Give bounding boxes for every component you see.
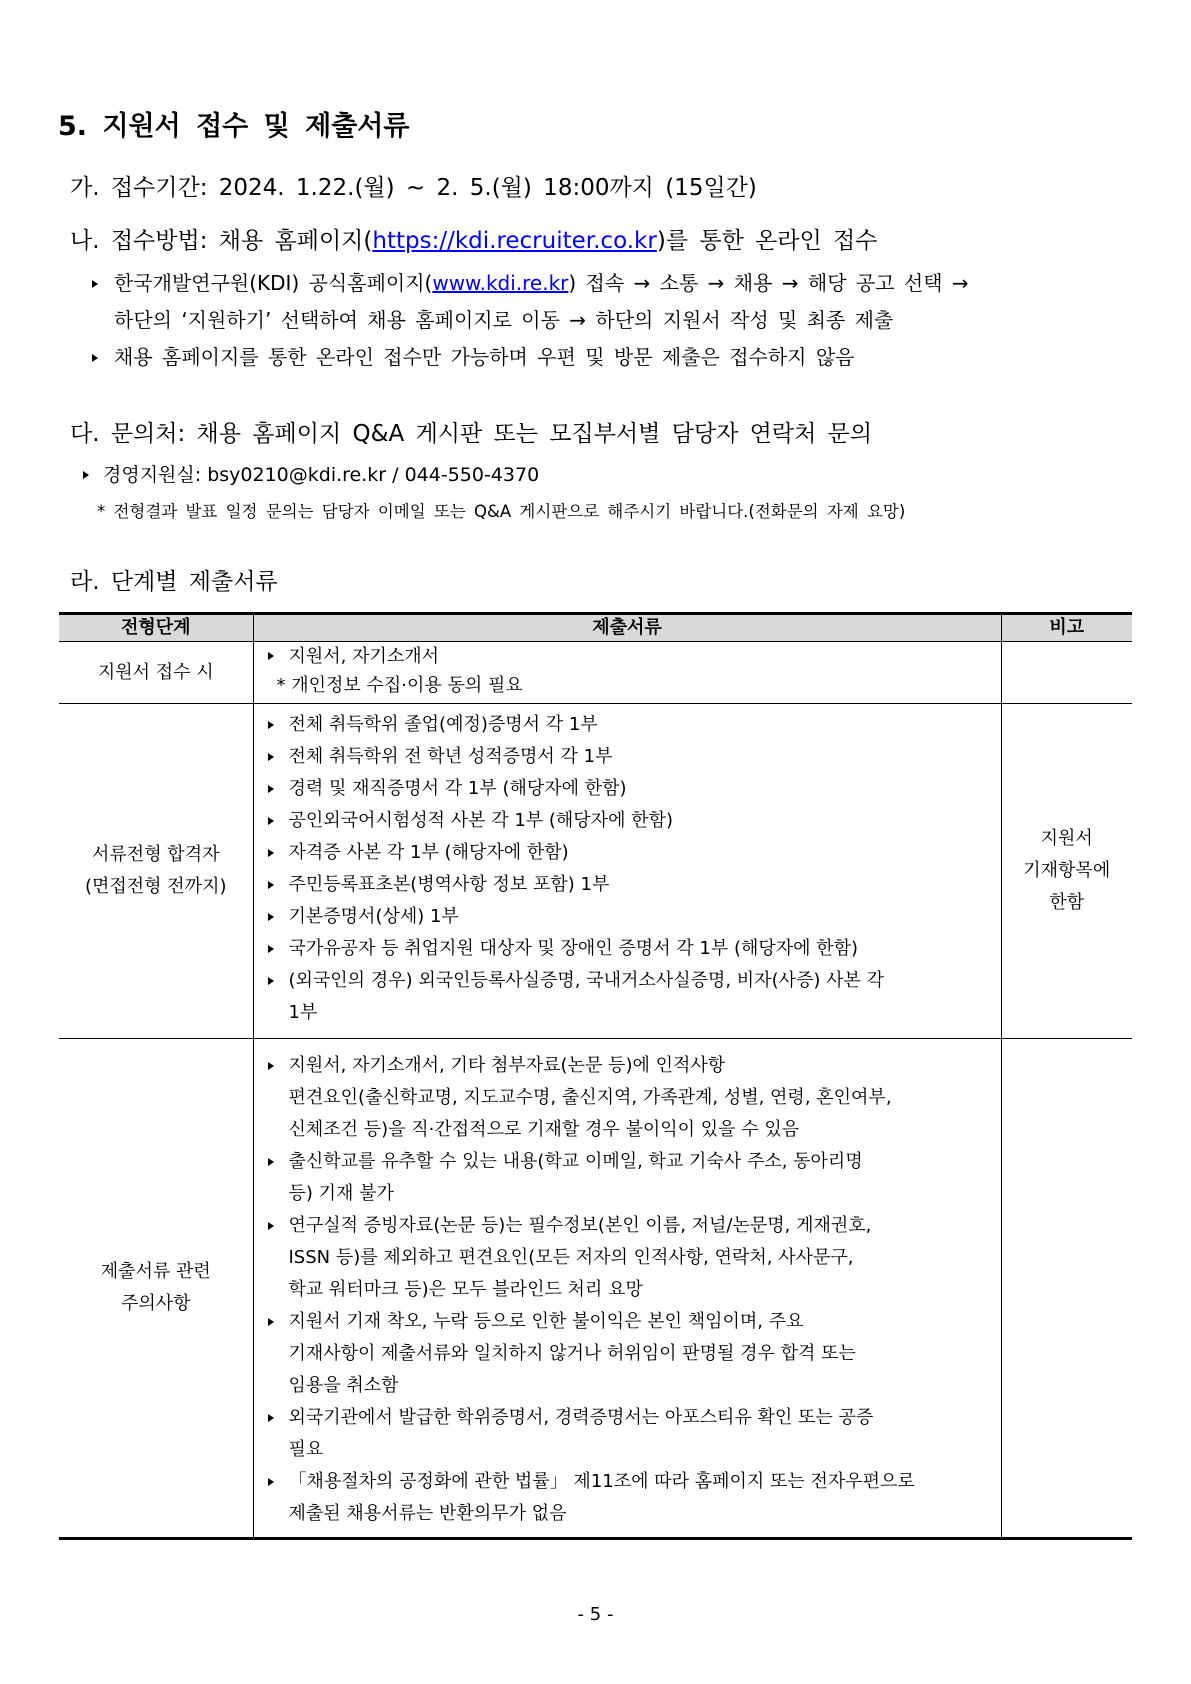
document-item — [254, 901, 995, 933]
bullet-text-prefix: 한국개발연구원(KDI) 공식홈페이지( — [114, 271, 433, 295]
bullet-item — [92, 265, 969, 339]
table-header-row — [59, 614, 1132, 642]
remark-cell — [1001, 704, 1132, 1039]
documents-heading: 라. 단계별 제출서류 — [70, 569, 278, 595]
caution-item-text: 연구실적 증빙자료(논문 등)는 필수정보(본인 이름, 저널/논문명, 게재권호, ISSN 등)를 제외하고 편견요인(모든 저자의 인적사항, 연락처, 사사문구, 학교 워터마크 등)은 모두 블라인드 처리 요망 — [288, 1215, 872, 1300]
bullet-triangle-icon — [268, 652, 274, 660]
document-item — [254, 965, 995, 1029]
stage-text: 제출서류 관련 주의사항 — [100, 1261, 211, 1314]
document-item-text: (외국인의 경우) 외국인등록사실증명, 국내거소사실증명, 비자(사증) 사본 각 1부 — [288, 970, 885, 1023]
caution-item-text: 지원서 기재 착오, 누락 등으로 인한 불이익은 본인 책임이며, 주요 기재사항이 제출서류와 일치하지 않거나 허위임이 판명될 경우 합격 또는 임용을 취소함 — [288, 1311, 856, 1396]
application-method-bullets — [92, 265, 969, 376]
inquiry-heading: 다. 문의처: 채용 홈페이지 Q&A 게시판 또는 모집부서별 담당자 연락처 문의 — [70, 421, 873, 447]
caution-item — [254, 1306, 995, 1402]
kdi-homepage-link[interactable]: www.kdi.re.kr — [432, 271, 569, 295]
caution-item — [254, 1210, 995, 1306]
section-title: 5. 지원서 접수 및 제출서류 — [58, 111, 410, 142]
caution-item-text: 출신학교를 유추할 수 있는 내용(학교 이메일, 학교 기숙사 주소, 동아리명 등) 기재 불가 — [288, 1151, 863, 1204]
bullet-triangle-icon — [83, 471, 89, 479]
column-header-remark: 비고 — [1001, 614, 1132, 642]
column-header-stage: 전형단계 — [59, 614, 253, 642]
document-item — [254, 642, 995, 671]
document-item — [254, 709, 995, 741]
caution-item-text: 「채용절차의 공정화에 관한 법률」 제11조에 따라 홈페이지 또는 전자우편으로 제출된 채용서류는 반환의무가 없음 — [288, 1471, 915, 1524]
bullet-triangle-icon — [268, 1478, 274, 1486]
document-item-text: 경력 및 재직증명서 각 1부 (해당자에 한함) — [288, 778, 627, 799]
submission-documents-table — [59, 612, 1132, 1540]
bullet-triangle-icon — [268, 945, 274, 953]
table-row — [59, 704, 1132, 1039]
contact-text: 경영지원실: bsy0210@kdi.re.kr / 044-550-4370 — [103, 464, 540, 486]
bullet-triangle-icon — [268, 817, 274, 825]
bullet-triangle-icon — [268, 1414, 274, 1422]
document-item — [254, 805, 995, 837]
bullet-triangle-icon — [268, 849, 274, 857]
document-item-text: 공인외국어시험성적 사본 각 1부 (해당자에 한함) — [288, 810, 673, 831]
document-item-text: 국가유공자 등 취업지원 대상자 및 장애인 증명서 각 1부 (해당자에 한함) — [288, 938, 859, 959]
application-method-suffix: )를 통한 온라인 접수 — [656, 228, 878, 254]
bullet-triangle-icon — [268, 1222, 274, 1230]
remark-cell — [1001, 642, 1132, 704]
document-item — [254, 837, 995, 869]
application-method — [70, 225, 878, 257]
stage-text: 지원서 접수 시 — [97, 661, 214, 683]
document-item-text: 기본증명서(상세) 1부 — [288, 906, 459, 927]
caution-item — [254, 1466, 995, 1530]
document-item — [254, 933, 995, 965]
document-item — [254, 773, 995, 805]
stage-cell — [59, 704, 253, 1039]
caution-item — [254, 1146, 995, 1210]
page-number: - 5 - — [577, 1604, 614, 1625]
bullet-triangle-icon — [268, 977, 274, 985]
bullet-triangle-icon — [268, 881, 274, 889]
caution-item — [254, 1402, 995, 1466]
documents-cell — [253, 642, 1001, 704]
table-row — [59, 1039, 1132, 1539]
documents-cell — [253, 1039, 1001, 1539]
stage-text: 서류전형 합격자 (면접전형 전까지) — [85, 844, 227, 897]
bullet-item — [92, 339, 969, 376]
caution-item-text: 지원서, 자기소개서, 기타 첨부자료(논문 등)에 인적사항 편견요인(출신학교명, 지도교수명, 출신지역, 가족관계, 성별, 연령, 혼인여부, 신체조건 등)을 직·간접적으로 기재할 경우 불이익이 있을 수 있음 — [288, 1055, 892, 1140]
bullet-triangle-icon — [92, 354, 98, 362]
column-header-documents: 제출서류 — [253, 614, 1001, 642]
document-item-text: 전체 취득학위 전 학년 성적증명서 각 1부 — [288, 746, 613, 767]
document-item-text: 지원서, 자기소개서 — [288, 646, 440, 667]
caution-item — [254, 1050, 995, 1146]
stage-cell — [59, 642, 253, 704]
caution-item-text: 외국기관에서 발급한 학위증명서, 경력증명서는 아포스티유 확인 또는 공증 필요 — [288, 1407, 874, 1460]
bullet-triangle-icon — [268, 1318, 274, 1326]
bullet-triangle-icon — [268, 1062, 274, 1070]
bullet-triangle-icon — [268, 913, 274, 921]
recruiter-site-link[interactable]: https://kdi.recruiter.co.kr — [372, 228, 657, 254]
application-period: 가. 접수기간: 2024. 1.22.(월) ~ 2. 5.(월) 18:00까지 (15일간) — [70, 175, 757, 201]
stage-cell — [59, 1039, 253, 1539]
contact-info — [83, 458, 539, 492]
bullet-triangle-icon — [268, 1158, 274, 1166]
document-item-text: 자격증 사본 각 1부 (해당자에 한함) — [288, 842, 569, 863]
document-item — [254, 741, 995, 773]
documents-cell — [253, 704, 1001, 1039]
remark-cell — [1001, 1039, 1132, 1539]
document-item-text: 전체 취득학위 졸업(예정)증명서 각 1부 — [288, 714, 598, 735]
remark-text: 지원서 기재항목에 한함 — [1023, 828, 1111, 913]
bullet-triangle-icon — [268, 721, 274, 729]
document-item — [254, 869, 995, 901]
consent-note: * 개인정보 수집·이용 동의 필요 — [276, 675, 523, 696]
bullet-text: 채용 홈페이지를 통한 온라인 접수만 가능하며 우편 및 방문 제출은 접수하지 않음 — [114, 345, 855, 369]
bullet-triangle-icon — [268, 753, 274, 761]
application-method-prefix: 나. 접수방법: 채용 홈페이지( — [70, 228, 373, 254]
bullet-triangle-icon — [268, 785, 274, 793]
bullet-triangle-icon — [92, 280, 98, 288]
bullet-text-suffix: ) 접속 → 소통 → 채용 → 해당 공고 선택 → 하단의 ‘지원하기’ 선택하여 채용 홈페이지로 이동 → 하단의 지원서 작성 및 최종 제출 — [114, 271, 969, 332]
document-item-text: 주민등록표초본(병역사항 정보 포함) 1부 — [288, 874, 610, 895]
inquiry-note: * 전형결과 발표 일정 문의는 담당자 이메일 또는 Q&A 게시판으로 해주시기 바랍니다.(전화문의 자제 요망) — [97, 502, 906, 521]
table-row — [59, 642, 1132, 704]
